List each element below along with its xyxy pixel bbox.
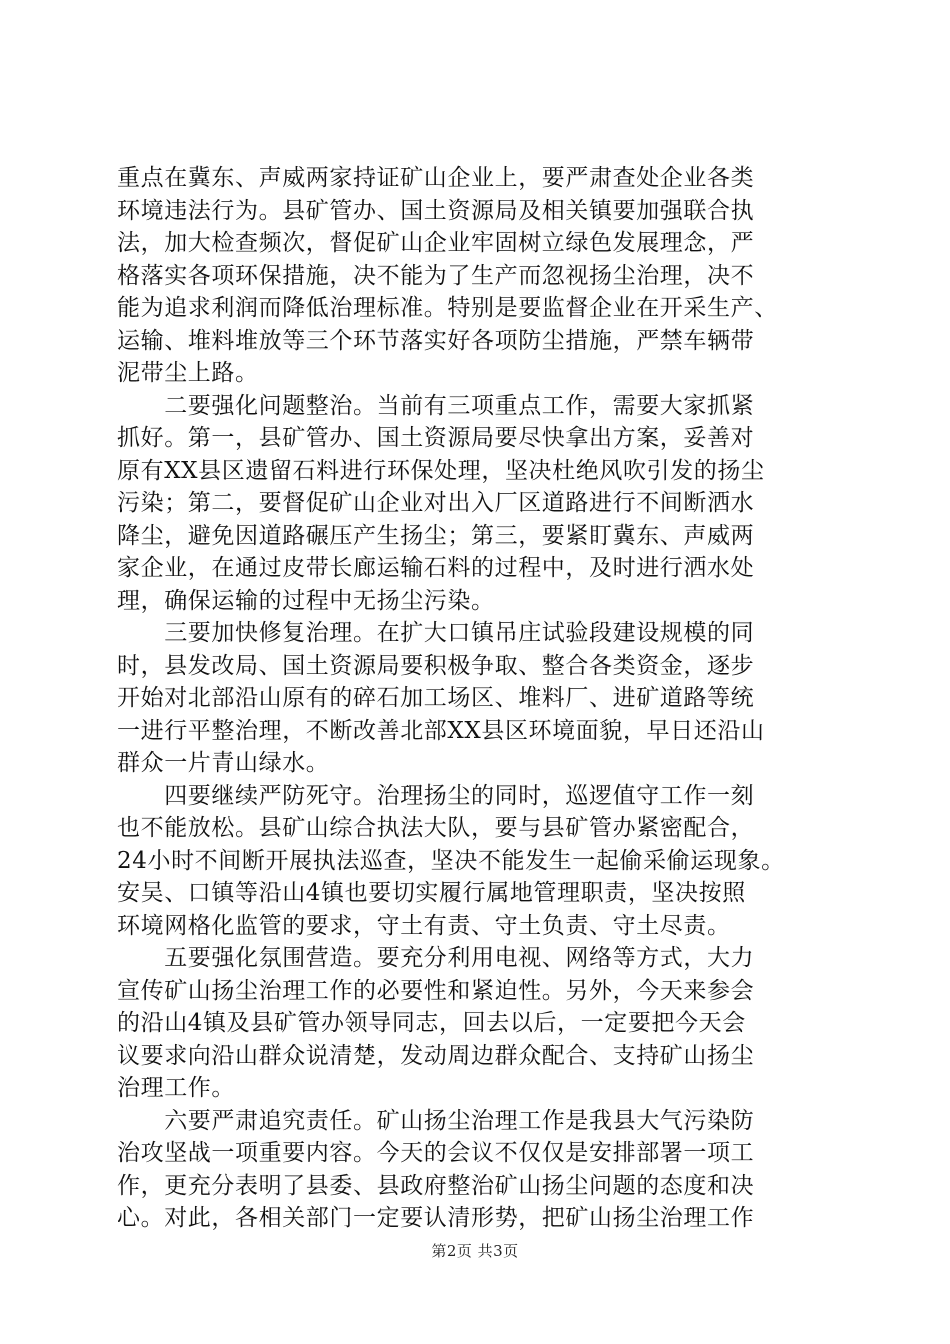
text-line: 抓好。第一，县矿管办、国土资源局要尽快拿出方案，妥善对 [117, 425, 755, 451]
text-line: 治攻坚战一项重要内容。今天的会议不仅仅是安排部署一项工 [117, 1140, 755, 1166]
text-line: 污染；第二，要督促矿山企业对出入厂区道路进行不间断洒水 [117, 490, 755, 516]
text-line: 治理工作。 [117, 1075, 235, 1101]
text-line: 安吴、口镇等沿山4镇也要切实履行属地管理职责，坚决按照 [117, 880, 746, 906]
text-line: 宣传矿山扬尘治理工作的必要性和紧迫性。另外，今天来参会 [117, 977, 755, 1004]
text-line: 群众一片青山绿水。 [117, 750, 330, 776]
text-line: 也不能放松。县矿山综合执法大队，要与县矿管办紧密配合， [117, 815, 755, 841]
text-line: 降尘，避免因道路碾压产生扬尘；第三，要紧盯冀东、声威两 [117, 522, 755, 549]
text-line: 24小时不间断开展执法巡查，坚决不能发生一起偷采偷运现象。 [117, 847, 785, 874]
text-line: 作，更充分表明了县委、县政府整治矿山扬尘问题的态度和决 [117, 1172, 755, 1199]
text-line: 时，县发改局、国土资源局要积极争取、整合各类资金，逐步 [117, 652, 755, 679]
text-line: 开始对北部沿山原有的碎石加工场区、堆料厂、进矿道路等统 [117, 685, 755, 711]
text-line: 泥带尘上路。 [117, 360, 259, 386]
text-line: 议要求向沿山群众说清楚，发动周边群众配合、支持矿山扬尘 [117, 1042, 755, 1069]
text-line: 能为追求利润而降低治理标准。特别是要监督企业在开采生产、 [117, 295, 778, 321]
text-line: 法，加大检查频次，督促矿山企业牢固树立绿色发展理念，严 [117, 230, 755, 256]
text-line: 运输、堆料堆放等三个环节落实好各项防尘措施，严禁车辆带 [117, 327, 755, 354]
text-line: 的沿山4镇及县矿管办领导同志，回去以后，一定要把今天会 [117, 1010, 746, 1036]
text-line: 环境违法行为。县矿管办、国土资源局及相关镇要加强联合执 [117, 197, 755, 224]
text-line: 心。对此，各相关部门一定要认清形势，把矿山扬尘治理工作 [117, 1205, 755, 1231]
text-line: 重点在冀东、声威两家持证矿山企业上，要严肃查处企业各类 [117, 165, 755, 191]
text-line: 三要加快修复治理。在扩大口镇吊庄试验段建设规模的同 [117, 620, 755, 646]
text-line: 理，确保运输的过程中无扬尘污染。 [117, 587, 495, 614]
text-line: 二要强化问题整治。当前有三项重点工作，需要大家抓紧 [117, 392, 755, 419]
text-line: 四要继续严防死守。治理扬尘的同时，巡逻值守工作一刻 [117, 782, 755, 809]
text-line: 格落实各项环保措施，决不能为了生产而忽视扬尘治理，决不 [117, 262, 755, 289]
text-line: 一进行平整治理，不断改善北部XX县区环境面貌，早日还沿山 [117, 717, 765, 744]
page-number-footer: 第2页 共3页 [431, 1242, 519, 1260]
text-line: 五要强化氛围营造。要充分利用电视、网络等方式，大力 [117, 945, 755, 971]
document-body [117, 162, 837, 1235]
text-line: 原有XX县区遗留石料进行环保处理，坚决杜绝风吹引发的扬尘 [117, 457, 765, 484]
text-line: 家企业，在通过皮带长廊运输石料的过程中，及时进行洒水处 [117, 555, 755, 581]
text-line: 环境网格化监管的要求，守土有责、守土负责、守土尽责。 [117, 912, 731, 939]
text-line: 六要严肃追究责任。矿山扬尘治理工作是我县大气污染防 [117, 1107, 755, 1134]
